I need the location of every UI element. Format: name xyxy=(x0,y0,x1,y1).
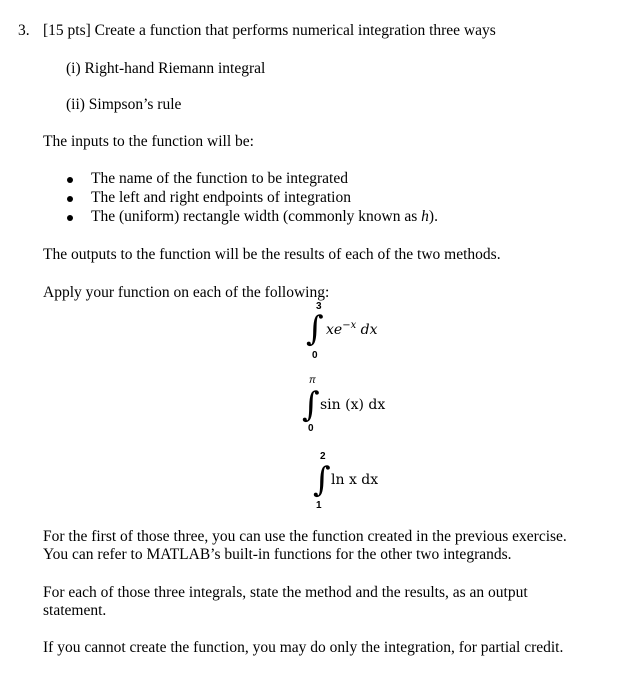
bullet-icon xyxy=(67,177,73,183)
method-item: (i) Right-hand Riemann integral xyxy=(66,60,266,77)
bullet-item xyxy=(91,208,438,226)
question-heading: [15 pts] Create a function that performs numerical integration three ways xyxy=(43,22,496,39)
note-text: statement. xyxy=(43,602,107,619)
exponent: −x xyxy=(342,320,357,331)
question-number: 3. xyxy=(18,22,30,39)
integral-sign: ∫ xyxy=(306,309,324,349)
bullet-text: The (uniform) rectangle width (commonly known as xyxy=(91,208,422,225)
note-text: You can refer to MATLAB’s built-in functions for the other two integrands. xyxy=(43,546,512,563)
bullet-item: The name of the function to be integrated xyxy=(91,170,348,187)
integrand-base: xe xyxy=(326,322,343,338)
method-item: (ii) Simpson’s rule xyxy=(66,96,182,113)
integral-sign: ∫ xyxy=(302,385,320,425)
integrand: ln x dx xyxy=(331,472,379,488)
upper-limit: 2 xyxy=(320,451,326,462)
bullet-item: The left and right endpoints of integration xyxy=(91,189,351,206)
bullet-icon xyxy=(67,215,73,221)
apply-text: Apply your function on each of the following: xyxy=(43,284,330,301)
integrand xyxy=(326,322,378,338)
integral-sign: ∫ xyxy=(313,460,331,500)
upper-limit: π xyxy=(309,375,316,386)
upper-limit: 3 xyxy=(316,301,322,312)
lower-limit: 0 xyxy=(312,350,318,361)
note-text: If you cannot create the function, you may do only the integration, for partial credit. xyxy=(43,639,564,656)
inputs-intro: The inputs to the function will be: xyxy=(43,133,254,150)
lower-limit: 0 xyxy=(308,423,314,434)
bullet-icon xyxy=(67,196,73,202)
integrand: sin (x) dx xyxy=(320,397,386,413)
differential: dx xyxy=(356,322,378,338)
outputs-text: The outputs to the function will be the results of each of the two methods. xyxy=(43,246,501,263)
note-text: For the first of those three, you can use the function created in the previous exercise. xyxy=(43,528,567,545)
bullet-end: ). xyxy=(428,208,438,225)
variable-h: h xyxy=(421,208,429,225)
note-text: For each of those three integrals, state the method and the results, as an output xyxy=(43,584,528,601)
lower-limit: 1 xyxy=(316,500,322,511)
